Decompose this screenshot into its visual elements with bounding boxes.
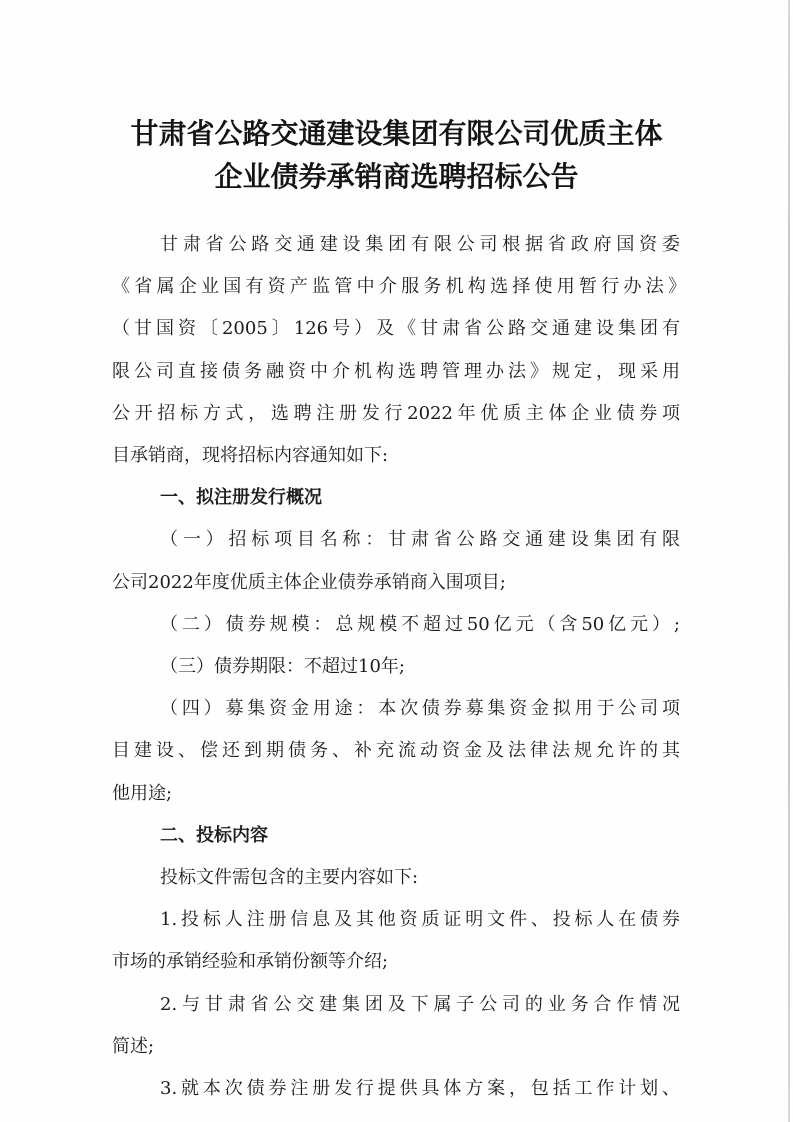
paragraph-line: （三）债券期限：不超过10年; bbox=[160, 656, 405, 677]
paragraph-line: 《省属企业国有资产监管中介服务机构选择使用暂行办法》 bbox=[112, 276, 686, 297]
paragraph-line: 甘肃省公路交通建设集团有限公司根据省政府国资委 bbox=[160, 234, 680, 255]
paragraph-line: 公司2022年度优质主体企业债券承销商入围项目; bbox=[112, 572, 506, 593]
paragraph-line: 公开招标方式，选聘注册发行2022年优质主体企业债券项 bbox=[112, 403, 680, 424]
document-title-line2: 企业债券承销商选聘招标公告 bbox=[214, 160, 579, 193]
paragraph-line: 投标文件需包含的主要内容如下: bbox=[160, 867, 419, 888]
paragraph-line: 目建设、偿还到期债务、补充流动资金及法律法规允许的其 bbox=[112, 740, 680, 761]
list-item-line: 1.投标人注册信息及其他资质证明文件、投标人在债券 bbox=[160, 909, 680, 930]
paragraph-line: （二）债券规模：总规模不超过50亿元（含50亿元）; bbox=[160, 614, 680, 635]
paragraph-line: 他用途; bbox=[112, 783, 173, 804]
paragraph-line: （一）招标项目名称：甘肃省公路交通建设集团有限 bbox=[160, 529, 680, 550]
paragraph-line: （甘国资〔2005〕126号）及《甘肃省公路交通建设集团有 bbox=[112, 318, 680, 339]
section-heading: 一、拟注册发行概况 bbox=[160, 487, 322, 508]
paragraph-line: 目承销商，现将招标内容通知如下: bbox=[112, 445, 389, 466]
list-item-line: 2.与甘肃省公交建集团及下属子公司的业务合作情况 bbox=[160, 994, 680, 1015]
paragraph-line: 限公司直接债务融资中介机构选聘管理办法》规定，现采用 bbox=[112, 361, 680, 382]
list-item-line: 简述; bbox=[112, 1036, 155, 1057]
paragraph-line: （四）募集资金用途：本次债券募集资金拟用于公司项 bbox=[160, 698, 680, 719]
section-heading: 二、投标内容 bbox=[160, 825, 268, 846]
document-title-line1: 甘肃省公路交通建设集团有限公司优质主体 bbox=[130, 117, 663, 150]
list-item-line: 3.就本次债券注册发行提供具体方案，包括工作计划、 bbox=[160, 1078, 680, 1099]
list-item-line: 市场的承销经验和承销份额等介绍; bbox=[112, 951, 389, 972]
